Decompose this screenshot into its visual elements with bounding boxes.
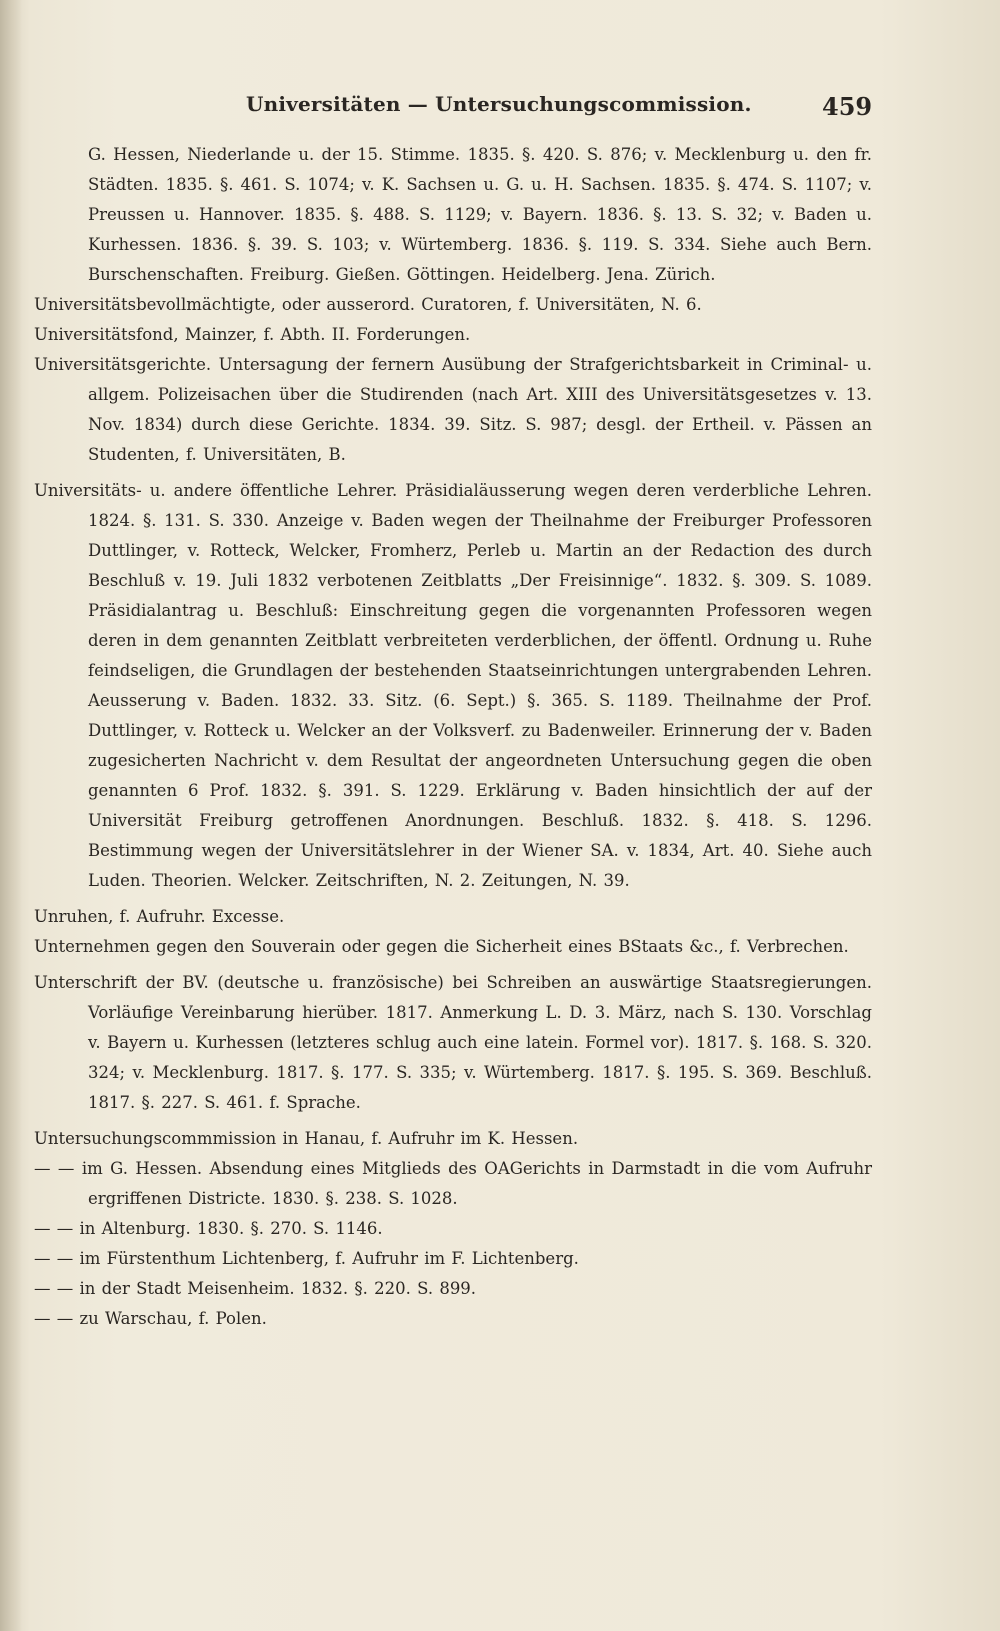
index-subentry-altenburg: — — in Altenburg. 1830. §. 270. S. 1146. <box>34 1219 383 1238</box>
index-subentry-meisenheim: — — in der Stadt Meisenheim. 1832. §. 220. S. 899. <box>34 1279 477 1298</box>
index-entry-unternehmen: Unternehmen gegen den Souverain oder gegen die Sicherheit eines BStaats &c., f. Verbrechen. <box>34 937 849 956</box>
index-entries <box>34 140 872 1334</box>
page-header <box>0 88 1000 128</box>
index-entry-universitaetsbevollmaechtigte: Universitätsbevollmächtigte, oder ausserord. Curatoren, f. Universitäten, N. 6. <box>34 295 702 314</box>
index-entry-universitaetslehrer: Universitäts- u. andere öffentliche Lehrer. Präsidialäusserung wegen deren verderbliche Lehren. 1824. §. 131. S. 330. Anzeige v. Baden wegen der Theilnahme der Freiburger Professoren Duttlinger, v. Rotteck, Welcker, Fromherz, Perleb u. Martin an der Redaction des durch Beschluß v. 19. Juli 1832 verbotenen Zeitblatts „Der Freisinnige“. 1832. §. 309. S. 1089. Präsidialantrag u. Beschluß: Einschreitung gegen die vorgenannten Professoren wegen deren in dem genannten Zeitblatt verbreiteten verderblichen, der öffentl. Ordnung u. Ruhe feindseligen, die Grundlagen der bestehenden Staatseinrichtungen untergrabenden Lehren. Aeusserung v. Baden. 1832. 33. Sitz. (6. Sept.) §. 365. S. 1189. Theilnahme der Prof. Duttlinger, v. Rotteck u. Welcker an der Volksverf. zu Badenweiler. Erinnerung der v. Baden zugesicherten Nachricht v. dem Resultat der angeordneten Untersuchung gegen die oben genannten 6 Prof. 1832. §. 391. S. 1229. Erklärung v. Baden hinsichtlich der auf der Universität Freiburg getroffenen Anordnungen. Beschluß. 1832. §. 418. S. 1296. Bestimmung wegen der Universitätslehrer in der Wiener SA. v. 1834, Art. 40. Siehe auch Luden. Theorien. Welcker. Zeitschriften, N. 2. Zeitungen, N. 39. <box>34 481 872 890</box>
index-entry-universitaeten-cont: G. Hessen, Niederlande u. der 15. Stimme. 1835. §. 420. S. 876; v. Mecklenburg u. den fr. Städten. 1835. §. 461. S. 1074; v. K. Sachsen u. G. u. H. Sachsen. 1835. §. 474. S. 1107; v. Preussen u. Hannover. 1835. §. 488. S. 1129; v. Bayern. 1836. §. 13. S. 32; v. Baden u. Kurhessen. 1836. §. 39. S. 103; v. Würtemberg. 1836. §. 119. S. 334. Siehe auch Bern. Burschenschaften. Freiburg. Gießen. Göttingen. Heidelberg. Jena. Zürich. <box>88 145 872 284</box>
index-subentry-lichtenberg: — — im Fürstenthum Lichtenberg, f. Aufruhr im F. Lichtenberg. <box>34 1249 579 1268</box>
page-number: 459 <box>822 92 873 121</box>
running-title: Universitäten — Untersuchungscommission. <box>246 92 752 116</box>
page-gutter-shadow <box>0 0 22 1631</box>
index-entry-untersuchungscommission: Untersuchungscommmission in Hanau, f. Aufruhr im K. Hessen. <box>34 1129 579 1148</box>
index-entry-unterschrift: Unterschrift der BV. (deutsche u. französische) bei Schreiben an auswärtige Staatsregierungen. Vorläufige Vereinbarung hierüber. 1817. Anmerkung L. D. 3. März, nach S. 130. Vorschlag v. Bayern u. Kurhessen (letzteres schlug auch eine latein. Formel vor). 1817. §. 168. S. 320. 324; v. Mecklenburg. 1817. §. 177. S. 335; v. Würtemberg. 1817. §. 195. S. 369. Beschluß. 1817. §. 227. S. 461. f. Sprache. <box>34 973 872 1112</box>
index-subentry-hessen: — — im G. Hessen. Absendung eines Mitglieds des OAGerichts in Darmstadt in die vom Aufruhr ergriffenen Districte. 1830. §. 238. S. 1028. <box>34 1159 872 1208</box>
index-entry-unruhen: Unruhen, f. Aufruhr. Excesse. <box>34 907 285 926</box>
index-entry-universitaetsgerichte: Universitätsgerichte. Untersagung der fernern Ausübung der Strafgerichtsbarkeit in Criminal- u. allgem. Polizeisachen über die Studirenden (nach Art. XIII des Universitätsgesetzes v. 13. Nov. 1834) durch diese Gerichte. 1834. 39. Sitz. S. 987; desgl. der Ertheil. v. Pässen an Studenten, f. Universitäten, B. <box>34 355 872 464</box>
index-subentry-warschau: — — zu Warschau, f. Polen. <box>34 1309 267 1328</box>
index-entry-universitaetsfond: Universitätsfond, Mainzer, f. Abth. II. Forderungen. <box>34 325 471 344</box>
